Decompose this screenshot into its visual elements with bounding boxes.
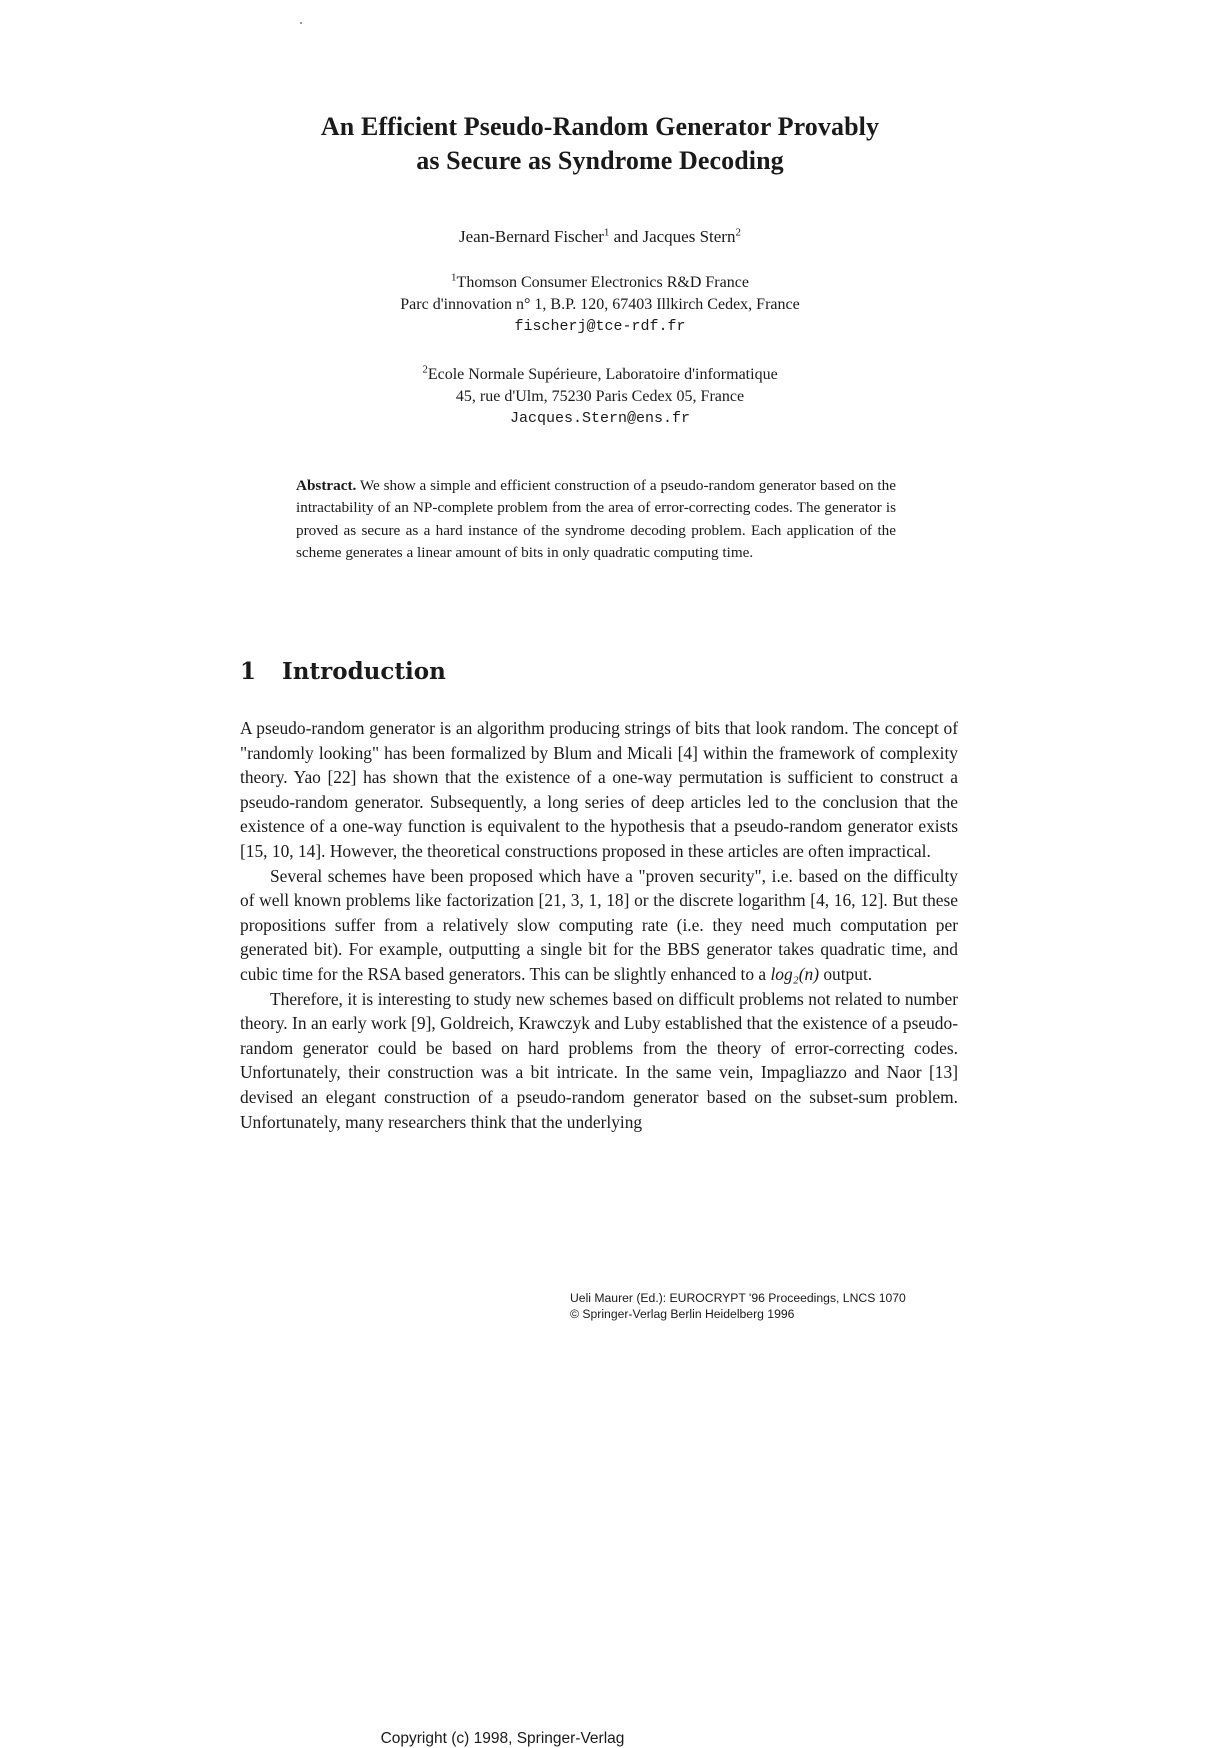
author-conjunction: and [613, 227, 639, 246]
proceedings-footnote [570, 1290, 906, 1322]
author-2-sup: 2 [735, 226, 741, 239]
affiliation-2-email: Jacques.Stern@ens.fr [509, 410, 691, 427]
affiliation-2-sup: 2 [422, 363, 428, 376]
affiliation-1-line-2: Parc d'innovation n° 1, B.P. 120, 67403 Illkirch Cedex, France [400, 296, 800, 313]
footnote-line-1: Ueli Maurer (Ed.): EUROCRYPT '96 Proceedings, LNCS 1070 [570, 1291, 906, 1305]
affiliation-2-line-1: Ecole Normale Supérieure, Laboratoire d'informatique [427, 366, 778, 383]
paper-title [150, 110, 1050, 178]
paragraph-2-end: output. [818, 963, 873, 984]
author-1-sup: 1 [603, 226, 610, 239]
paragraph-2 [240, 864, 958, 987]
abstract [296, 475, 896, 565]
author-1-name: Jean-Bernard Fischer [459, 227, 604, 246]
abstract-text: We show a simple and efficient construction of a pseudo-random generator based on the intractability of an NP-complete problem from the area of error-correcting codes. The generator is proved as secure as a hard instance of the syndrome decoding problem. Each application of the scheme generates a linear amount of bits in only quadratic computing time. [296, 477, 896, 562]
footnote-line-2: © Springer-Verlag Berlin Heidelberg 1996 [570, 1307, 795, 1321]
paragraph-3: Therefore, it is interesting to study new schemes based on difficult problems not related to number theory. In an early work [9], Goldreich, Krawczyk and Luby established that the existence of a pseudo-random generator could be based on hard problems from the theory of error-correcting codes. Unfortunately, their construction was a bit intricate. In the same vein, Impagliazzo and Naor [13] devised an elegant construction of a pseudo-random generator based on the subset-sum problem. Unfortunately, many researchers think that the underlying [240, 988, 958, 1132]
affiliation-1-line-1: Thomson Consumer Electronics R&D France [456, 274, 749, 291]
affiliation-2 [150, 364, 1050, 430]
affiliation-2-line-2: 45, rue d'Ulm, 75230 Paris Cedex 05, France [455, 388, 745, 405]
affiliation-1-sup: 1 [451, 271, 457, 284]
affiliation-1-email: fischerj@tce-rdf.fr [514, 318, 686, 335]
author-2-name: Jacques Stern [642, 227, 736, 246]
section-heading [240, 658, 446, 685]
title-line-1: An Efficient Pseudo-Random Generator Provably [320, 112, 880, 141]
title-line-2: as Secure as Syndrome Decoding [416, 146, 784, 175]
abstract-label: Abstract. [296, 477, 357, 494]
section-number: 1 [240, 658, 257, 685]
scan-speck [300, 22, 302, 24]
copyright-notice: Copyright (c) 1998, Springer-Verlag [380, 1730, 625, 1747]
paragraph-2-math: log₂(n) [770, 963, 819, 984]
paragraph-1: A pseudo-random generator is an algorithm producing strings of bits that look random. The concept of "randomly looking" has been formalized by Blum and Micali [4] within the framework of complexity theory. Yao [22] has shown that the existence of a one-way permutation is sufficient to construct a pseudo-random generator. Subsequently, a long series of deep articles led to the conclusion that the existence of a one-way function is equivalent to the hypothesis that a pseudo-random generator exists [15, 10, 14]. However, the theoretical constructions proposed in these articles are often impractical. [240, 718, 958, 861]
affiliation-1 [150, 272, 1050, 338]
paragraph-2-start: Several schemes have been proposed which have a "proven security", i.e. based on the difficulty of well known problems like factorization [21, 3, 1, 18] or the discrete logarithm [4, 16, 12]. But these propositions suffer from a relatively slow computing rate (i.e. they need much computation per generated bit). For example, outputting a single bit for the BBS generator takes quadratic time, and cubic time for the RSA based generators. This can be slightly enhanced to a [240, 865, 958, 984]
section-title: Introduction [282, 658, 446, 685]
author-list [150, 226, 1050, 248]
body-text [240, 716, 958, 1134]
